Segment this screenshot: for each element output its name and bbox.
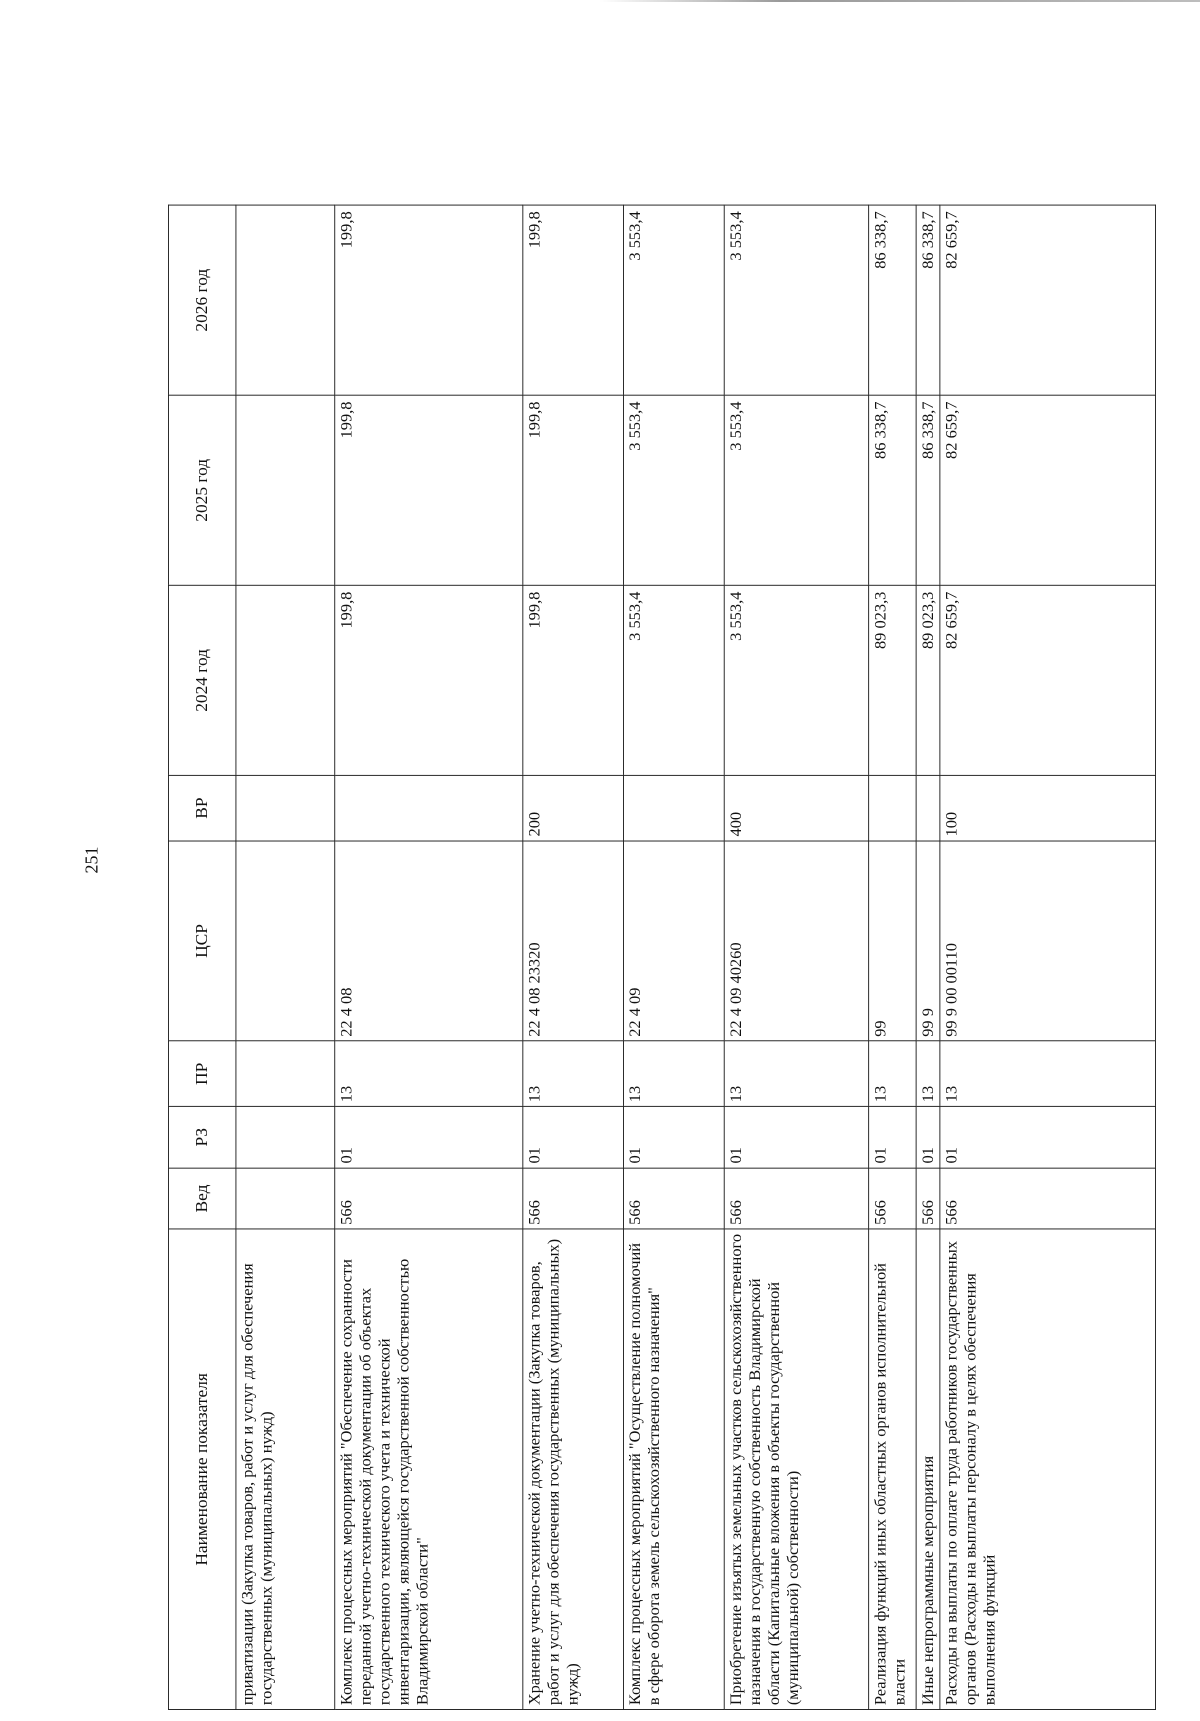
table-row bbox=[869, 205, 917, 1709]
cell-2026: 86 338,7 bbox=[869, 205, 917, 395]
header-vr: ВР bbox=[168, 775, 235, 840]
cell-rz bbox=[236, 1107, 335, 1168]
cell-2024: 3 553,4 bbox=[724, 585, 868, 775]
header-2026: 2026 год bbox=[168, 205, 235, 395]
cell-2025 bbox=[236, 395, 335, 585]
cell-csr bbox=[236, 841, 335, 1041]
budget-table-container bbox=[168, 211, 1200, 1710]
cell-rz: 01 bbox=[940, 1107, 1156, 1168]
cell-ved bbox=[236, 1168, 335, 1229]
scan-edge-line bbox=[600, 0, 1200, 2]
cell-rz: 01 bbox=[724, 1107, 868, 1168]
cell-csr: 22 4 09 bbox=[624, 841, 725, 1041]
cell-name: Иные непрограммные мероприятия bbox=[916, 1229, 940, 1709]
cell-2024: 89 023,3 bbox=[916, 585, 940, 775]
table-row bbox=[724, 205, 868, 1709]
table-row bbox=[236, 205, 335, 1709]
cell-pr: 13 bbox=[916, 1041, 940, 1106]
cell-name: Расходы на выплаты по оплате труда работников государственных органов (Расходы на выплаты персоналу в целях обеспечения выполнения функций bbox=[940, 1229, 1156, 1709]
cell-ved: 566 bbox=[624, 1168, 725, 1229]
cell-2026: 86 338,7 bbox=[916, 205, 940, 395]
cell-2025: 3 553,4 bbox=[624, 395, 725, 585]
cell-csr: 22 4 08 23320 bbox=[523, 841, 624, 1041]
cell-2026 bbox=[236, 205, 335, 395]
cell-pr: 13 bbox=[624, 1041, 725, 1106]
cell-2025: 82 659,7 bbox=[940, 395, 1156, 585]
cell-2026: 82 659,7 bbox=[940, 205, 1156, 395]
cell-name: Комплекс процессных мероприятий "Обеспечение сохранности переданной учетно-технической документации об объектах государственного технического учета и технической инвентаризации, являющейся государственной собственностью Владимирской области" bbox=[335, 1229, 523, 1709]
cell-vr bbox=[624, 775, 725, 840]
cell-ved: 566 bbox=[916, 1168, 940, 1229]
cell-pr: 13 bbox=[940, 1041, 1156, 1106]
cell-2026: 3 553,4 bbox=[624, 205, 725, 395]
table-row bbox=[624, 205, 725, 1709]
cell-2024: 3 553,4 bbox=[624, 585, 725, 775]
header-rz: РЗ bbox=[168, 1107, 235, 1168]
budget-table bbox=[168, 205, 1156, 1710]
cell-rz: 01 bbox=[916, 1107, 940, 1168]
cell-csr: 99 bbox=[869, 841, 917, 1041]
header-2024: 2024 год bbox=[168, 585, 235, 775]
cell-2024: 199,8 bbox=[523, 585, 624, 775]
cell-vr bbox=[869, 775, 917, 840]
header-csr: ЦСР bbox=[168, 841, 235, 1041]
cell-csr: 99 9 00 00110 bbox=[940, 841, 1156, 1041]
cell-csr: 22 4 09 40260 bbox=[724, 841, 868, 1041]
cell-2024: 199,8 bbox=[335, 585, 523, 775]
table-row bbox=[335, 205, 523, 1709]
cell-vr: 400 bbox=[724, 775, 868, 840]
cell-2026: 199,8 bbox=[523, 205, 624, 395]
cell-pr: 13 bbox=[869, 1041, 917, 1106]
header-pr: ПР bbox=[168, 1041, 235, 1106]
table-row bbox=[940, 205, 1156, 1709]
page-number: 251 bbox=[81, 846, 102, 874]
table-row bbox=[916, 205, 940, 1709]
cell-2025: 86 338,7 bbox=[916, 395, 940, 585]
cell-pr: 13 bbox=[523, 1041, 624, 1106]
cell-vr: 100 bbox=[940, 775, 1156, 840]
cell-name: Хранение учетно-технической документации (Закупка товаров, работ и услуг для обеспечения государственных (муниципальных) нужд) bbox=[523, 1229, 624, 1709]
cell-rz: 01 bbox=[523, 1107, 624, 1168]
cell-2025: 86 338,7 bbox=[869, 395, 917, 585]
cell-vr: 200 bbox=[523, 775, 624, 840]
cell-ved: 566 bbox=[869, 1168, 917, 1229]
cell-ved: 566 bbox=[523, 1168, 624, 1229]
cell-pr: 13 bbox=[724, 1041, 868, 1106]
cell-pr: 13 bbox=[335, 1041, 523, 1106]
cell-2025: 3 553,4 bbox=[724, 395, 868, 585]
cell-vr bbox=[236, 775, 335, 840]
cell-name: Комплекс процессных мероприятий "Осуществление полномочий в сфере оборота земель сельскохозяйственного назначения" bbox=[624, 1229, 725, 1709]
cell-vr bbox=[916, 775, 940, 840]
cell-name: Реализация функций иных областных органов исполнительной власти bbox=[869, 1229, 917, 1709]
header-ved: Вед bbox=[168, 1168, 235, 1229]
cell-2025: 199,8 bbox=[523, 395, 624, 585]
cell-2025: 199,8 bbox=[335, 395, 523, 585]
cell-ved: 566 bbox=[724, 1168, 868, 1229]
table-header-row bbox=[168, 205, 235, 1709]
cell-vr bbox=[335, 775, 523, 840]
cell-name: приватизации (Закупка товаров, работ и услуг для обеспечения государственных (муниципальных) нужд) bbox=[236, 1229, 335, 1709]
cell-rz: 01 bbox=[869, 1107, 917, 1168]
cell-name: Приобретение изъятых земельных участков сельскохозяйственного назначения в государственную собственность Владимирской области (Капитальные вложения в объекты государственной (муниципальной) собственности) bbox=[724, 1229, 868, 1709]
header-2025: 2025 год bbox=[168, 395, 235, 585]
cell-2026: 3 553,4 bbox=[724, 205, 868, 395]
header-name: Наименование показателя bbox=[168, 1229, 235, 1709]
cell-ved: 566 bbox=[940, 1168, 1156, 1229]
cell-rz: 01 bbox=[335, 1107, 523, 1168]
cell-ved: 566 bbox=[335, 1168, 523, 1229]
cell-rz: 01 bbox=[624, 1107, 725, 1168]
cell-2026: 199,8 bbox=[335, 205, 523, 395]
cell-pr bbox=[236, 1041, 335, 1106]
cell-csr: 99 9 bbox=[916, 841, 940, 1041]
cell-csr: 22 4 08 bbox=[335, 841, 523, 1041]
cell-2024 bbox=[236, 585, 335, 775]
table-row bbox=[523, 205, 624, 1709]
cell-2024: 82 659,7 bbox=[940, 585, 1156, 775]
cell-2024: 89 023,3 bbox=[869, 585, 917, 775]
